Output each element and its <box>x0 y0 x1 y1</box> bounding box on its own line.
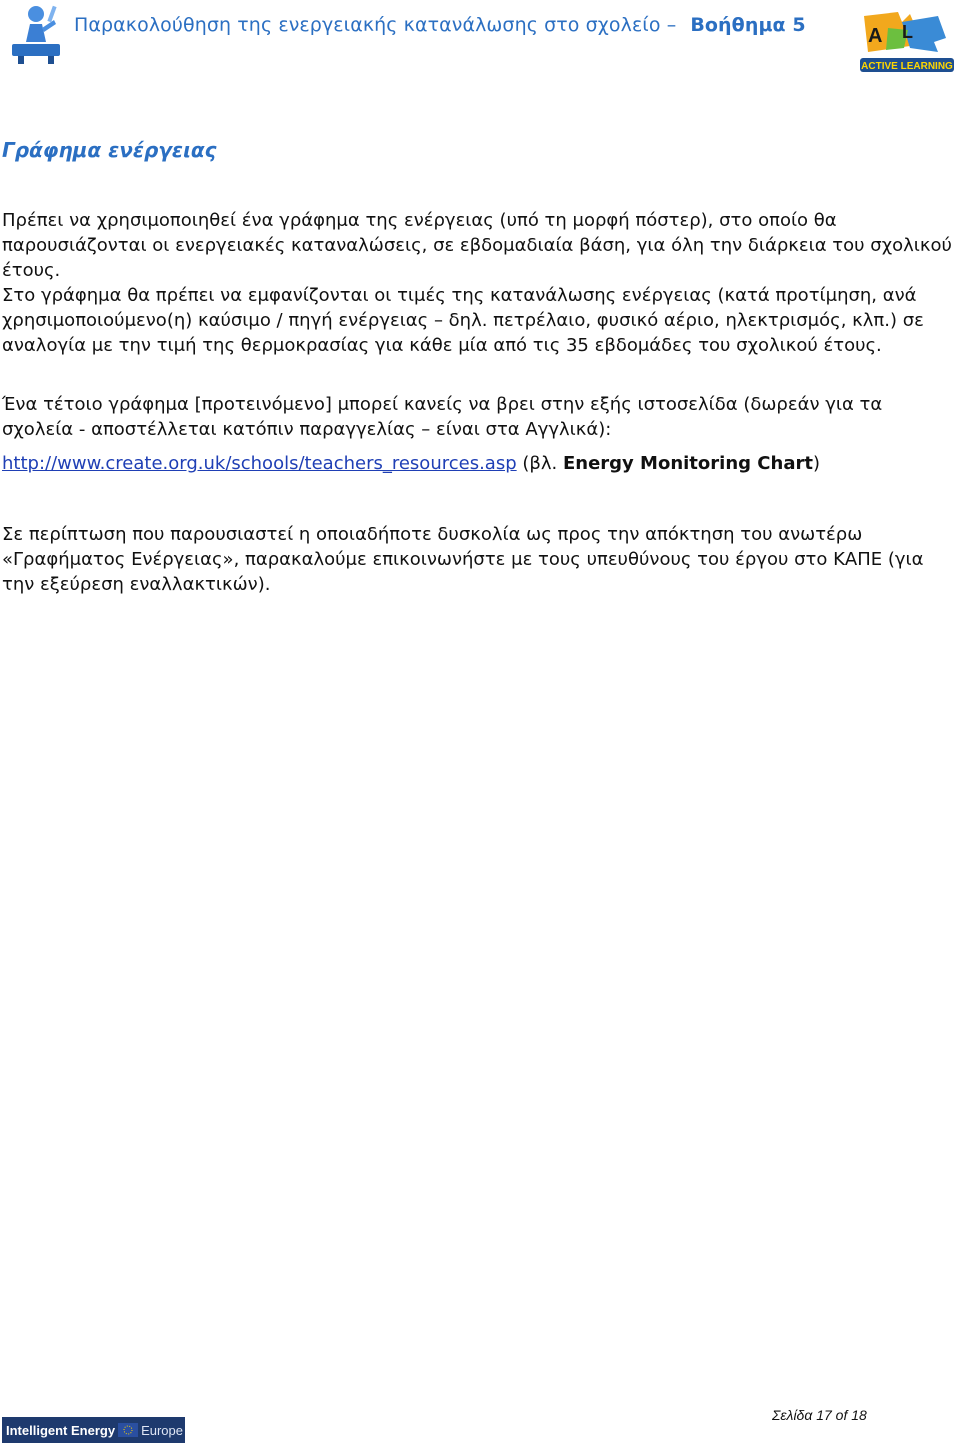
page-header <box>0 0 960 90</box>
eu-flag-icon <box>118 1423 138 1437</box>
header-title-text: Παρακολούθηση της ενεργειακής κατανάλωσης στο σχολείο – <box>74 14 677 36</box>
paragraph-link <box>2 451 954 476</box>
student-at-desk-logo-icon <box>4 2 68 66</box>
active-learning-logo-text: ACTIVE LEARNING <box>861 61 953 72</box>
paragraph-chart-content: Στο γράφημα θα πρέπει να εμφανίζονται οι τιμές της κατανάλωσης ενέργειας (κατά προτίμηση, ανά χρησιμοποιούμενο(η) καύσιμο / πηγή ενέργειας – δηλ. πετρέλαιο, φυσικό αέριο, ηλεκτρισμός, κλπ.) σε αναλογία με την τιμή της θερμοκρασίας για κάθε μία από τις 35 εβδομάδες του σχολικού έτους. <box>2 285 924 356</box>
svg-text:L: L <box>902 22 913 42</box>
svg-text:A: A <box>868 25 883 47</box>
footer-logo-left-text: Intelligent Energy <box>6 1422 116 1438</box>
paragraph-chart-source: Ένα τέτοιο γράφημα [προτεινόμενο] μπορεί κανείς να βρει στην εξής ιστοσελίδα (δωρεάν για τα σχολεία - αποστέλλεται κατόπιν παραγγελίας – είναι στα Αγγλικά): <box>2 394 883 440</box>
footer-logo-right-text: Europe <box>141 1422 183 1438</box>
link-reference-suffix: ) <box>812 453 820 474</box>
paragraph-contact: Σε περίπτωση που παρουσιαστεί η οποιαδήποτε δυσκολία ως προς την απόκτηση του ανωτέρω «Γραφήματος Ενέργειας», παρακαλούμε επικοινωνήστε με τους υπευθύνους του έργου στο ΚΑΠΕ (για την εξεύρεση εναλλακτικών). <box>2 524 924 595</box>
paragraph-intro: Πρέπει να χρησιμοποιηθεί ένα γράφημα της ενέργειας (υπό τη μορφή πόστερ), στο οποίο θα παρουσιάζονται οι ενεργειακές καταναλώσεις, σε εβδομαδιαία βάση, για όλη την διάρκεια του σχολικού έτους. <box>2 210 952 281</box>
main-content <box>2 132 954 597</box>
page-number: Σελίδα 17 of 18 <box>772 1407 867 1423</box>
teachers-resources-link[interactable]: http://www.create.org.uk/schools/teachers_resources.asp <box>2 453 517 474</box>
intelligent-energy-europe-logo <box>2 1417 185 1443</box>
help-number: Βοήθημα 5 <box>690 14 806 36</box>
active-learning-logo <box>858 8 956 76</box>
document-header-title <box>74 14 806 36</box>
link-reference-prefix: (βλ. <box>516 453 563 474</box>
section-title: Γράφημα ενέργειας <box>2 138 217 162</box>
energy-monitoring-chart-label: Energy Monitoring Chart <box>562 453 813 474</box>
